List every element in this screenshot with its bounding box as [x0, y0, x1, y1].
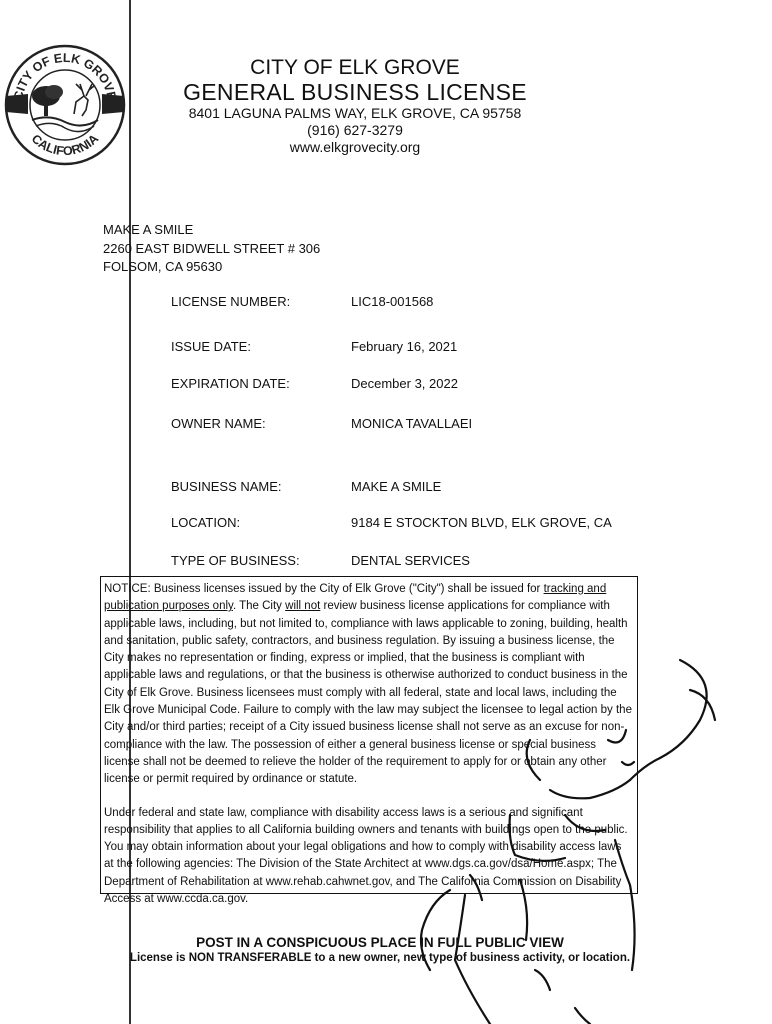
notice-text: . The City: [232, 600, 286, 613]
field-value: MAKE A SMILE: [351, 479, 442, 494]
field-label: OWNER NAME:: [171, 416, 266, 431]
field-business-type: [171, 553, 651, 569]
city-seal: [4, 44, 126, 166]
field-value: MONICA TAVALLAEI: [351, 416, 473, 431]
field-label: LICENSE NUMBER:: [171, 294, 291, 309]
city-phone: (916) 627-3279: [307, 122, 403, 138]
disability-paragraph: Under federal and state law, compliance with disability access laws is a serious and significant responsibility that applies to all California building owners and tenants with buildings open to the public. You may obtain information about your legal obligations and how to comply with disability access laws at the following agencies: The Division of the State Architect at www.dgs.ca.gov/dsa/Home.aspx; The Department of Rehabilitation at www.rehab.cahwnet.gov, and The California Commission on Disability Access at www.ccda.ca.gov.: [104, 806, 628, 906]
city-address: 8401 LAGUNA PALMS WAY, ELK GROVE, CA 95758: [188, 105, 522, 121]
field-label: BUSINESS NAME:: [171, 479, 282, 494]
svg-text:CALIFORNIA: [29, 132, 102, 159]
license-title: GENERAL BUSINESS LICENSE: [183, 79, 527, 105]
field-value: December 3, 2022: [351, 376, 458, 391]
notice-paragraph: [104, 581, 634, 789]
field-location: [171, 515, 651, 531]
notice-underlined: tracking and publication purposes only: [104, 583, 607, 613]
field-label: TYPE OF BUSINESS:: [171, 553, 300, 568]
field-license-number: [171, 294, 651, 310]
field-value: DENTAL SERVICES: [351, 553, 470, 568]
field-label: ISSUE DATE:: [171, 339, 251, 354]
mailing-address: [103, 221, 320, 277]
mailing-name: MAKE A SMILE: [103, 222, 194, 237]
transfer-notice: License is NON TRANSFERABLE to a new owner, new type of business activity, or location.: [129, 952, 631, 964]
seal-elk-icon: [74, 84, 94, 116]
field-owner-name: [171, 416, 651, 432]
city-website: www.elkgrovecity.org: [289, 139, 421, 155]
field-value: LIC18-001568: [351, 294, 434, 309]
field-value: 9184 E STOCKTON BLVD, ELK GROVE, CA: [351, 515, 612, 530]
notice-text: review business license applications for compliance with applicable laws, including, but not limited to, compliance with laws applicable to zoning, building, health and sanitation, public safety, contractors, and business regulation. By issuing a business license, the City makes no representation or finding, express or implied, that the business is compliant with applicable laws and regulations, or that the business is otherwise authorized to conduct business in the City of Elk Grove. Business licensees must comply with all federal, state and local laws, including the Elk Grove Municipal Code. Failure to comply with the law may subject the licensee to legal action by the City and/or third parties; receipt of a City issued business license shall not serve as an excuse for non-compliance with the law. The possession of either a general business license or special business license shall not be deemed to relieve the holder of the requirement to apply for or obtain any other license or permit required by ordinance or statute.: [104, 600, 632, 786]
field-value: February 16, 2021: [351, 339, 458, 354]
mailing-street: 2260 EAST BIDWELL STREET # 306: [103, 240, 321, 256]
notice-underlined: will not: [285, 600, 321, 613]
field-issue-date: [171, 339, 651, 355]
city-name: CITY OF ELK GROVE: [250, 56, 460, 79]
license-header: [150, 56, 560, 156]
field-expiration-date: [171, 376, 651, 392]
field-business-name: [171, 479, 651, 495]
notice-box: [100, 576, 638, 906]
seal-bottom-text: CALIFORNIA: [28, 131, 102, 159]
notice-text: NOTICE: Business licenses issued by the City of Elk Grove ("City") shall be issued for: [104, 583, 544, 595]
post-notice: POST IN A CONSPICUOUS PLACE IN FULL PUBLIC VIEW: [196, 935, 564, 950]
seal-tree-icon: [32, 85, 63, 116]
seal-top-text: ITY OF ELK GROV: [13, 50, 117, 94]
field-label: LOCATION:: [171, 515, 241, 530]
field-label: EXPIRATION DATE:: [171, 376, 290, 391]
posting-instructions: [110, 934, 650, 966]
mailing-city: FOLSOM, CA 95630: [103, 259, 223, 274]
